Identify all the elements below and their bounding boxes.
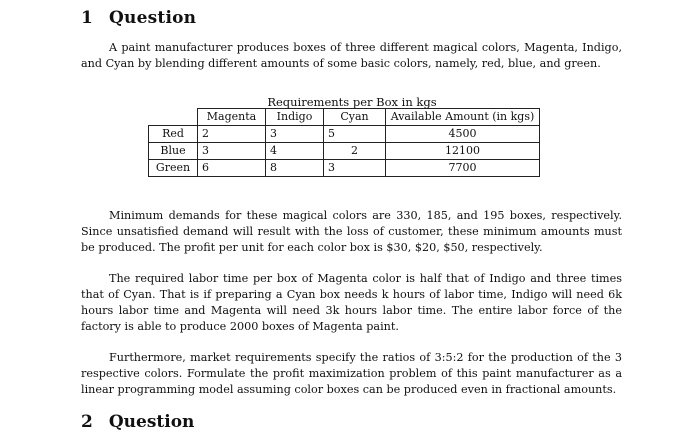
cell-indigo: 3 xyxy=(266,126,324,143)
table-header-indigo: Indigo xyxy=(266,109,324,126)
section-number: 1 xyxy=(81,8,94,28)
cell-magenta: 6 xyxy=(198,160,266,177)
cell-indigo: 4 xyxy=(266,143,324,160)
section-heading xyxy=(81,8,196,28)
cell-indigo: 8 xyxy=(266,160,324,177)
intro-paragraph: A paint manufacturer produces boxes of three different magical colors, Magenta, Indigo, and Cyan by blending different amounts of some basic colors, namely, red, blue, and green. xyxy=(81,41,622,70)
row-label: Green xyxy=(149,160,198,177)
cell-cyan: 3 xyxy=(324,160,386,177)
table-header-available: Available Amount (in kgs) xyxy=(386,109,540,126)
table-row xyxy=(149,160,540,177)
table-header-magenta: Magenta xyxy=(198,109,266,126)
next-section-number: 2 xyxy=(81,412,93,432)
table-header-cyan: Cyan xyxy=(324,109,386,126)
cell-cyan: 5 xyxy=(324,126,386,143)
cell-magenta: 3 xyxy=(198,143,266,160)
row-label: Red xyxy=(149,126,198,143)
cell-available: 4500 xyxy=(386,126,540,143)
cell-available: 7700 xyxy=(386,160,540,177)
next-section-title: Question xyxy=(108,412,195,432)
table-header-row xyxy=(149,109,540,126)
demand-paragraph: Minimum demands for these magical colors are 330, 185, and 195 boxes, respectively. Since unsatisfied demand will result with the loss of customer, these minimum amounts must be produced. The profit per unit for each color box is $30, $20, $50, respectively. xyxy=(81,209,622,254)
cell-magenta: 2 xyxy=(198,126,266,143)
requirements-table xyxy=(148,108,540,177)
table-header-corner xyxy=(149,109,198,126)
row-label: Blue xyxy=(149,143,198,160)
next-section-heading xyxy=(81,412,195,432)
table-row xyxy=(149,126,540,143)
table-caption: Requirements per Box in kgs xyxy=(267,95,437,109)
section-title: Question xyxy=(109,8,197,28)
cell-cyan: 2 xyxy=(324,143,386,160)
cell-available: 12100 xyxy=(386,143,540,160)
market-paragraph: Furthermore, market requirements specify the ratios of 3:5:2 for the production of the 3 respective colors. Formulate the profit maximization problem of this paint manufacturer as a linear programming model assuming color boxes can be produced even in fractional amounts. xyxy=(81,351,622,396)
table-row xyxy=(149,143,540,160)
labor-paragraph: The required labor time per box of Magenta color is half that of Indigo and three times that of Cyan. That is if preparing a Cyan box needs k hours of labor time, Indigo will need 6k hours labor time and Magenta will need 3k hours labor time. The entire labor force of the factory is able to produce 2000 boxes of Magenta paint. xyxy=(81,272,622,333)
